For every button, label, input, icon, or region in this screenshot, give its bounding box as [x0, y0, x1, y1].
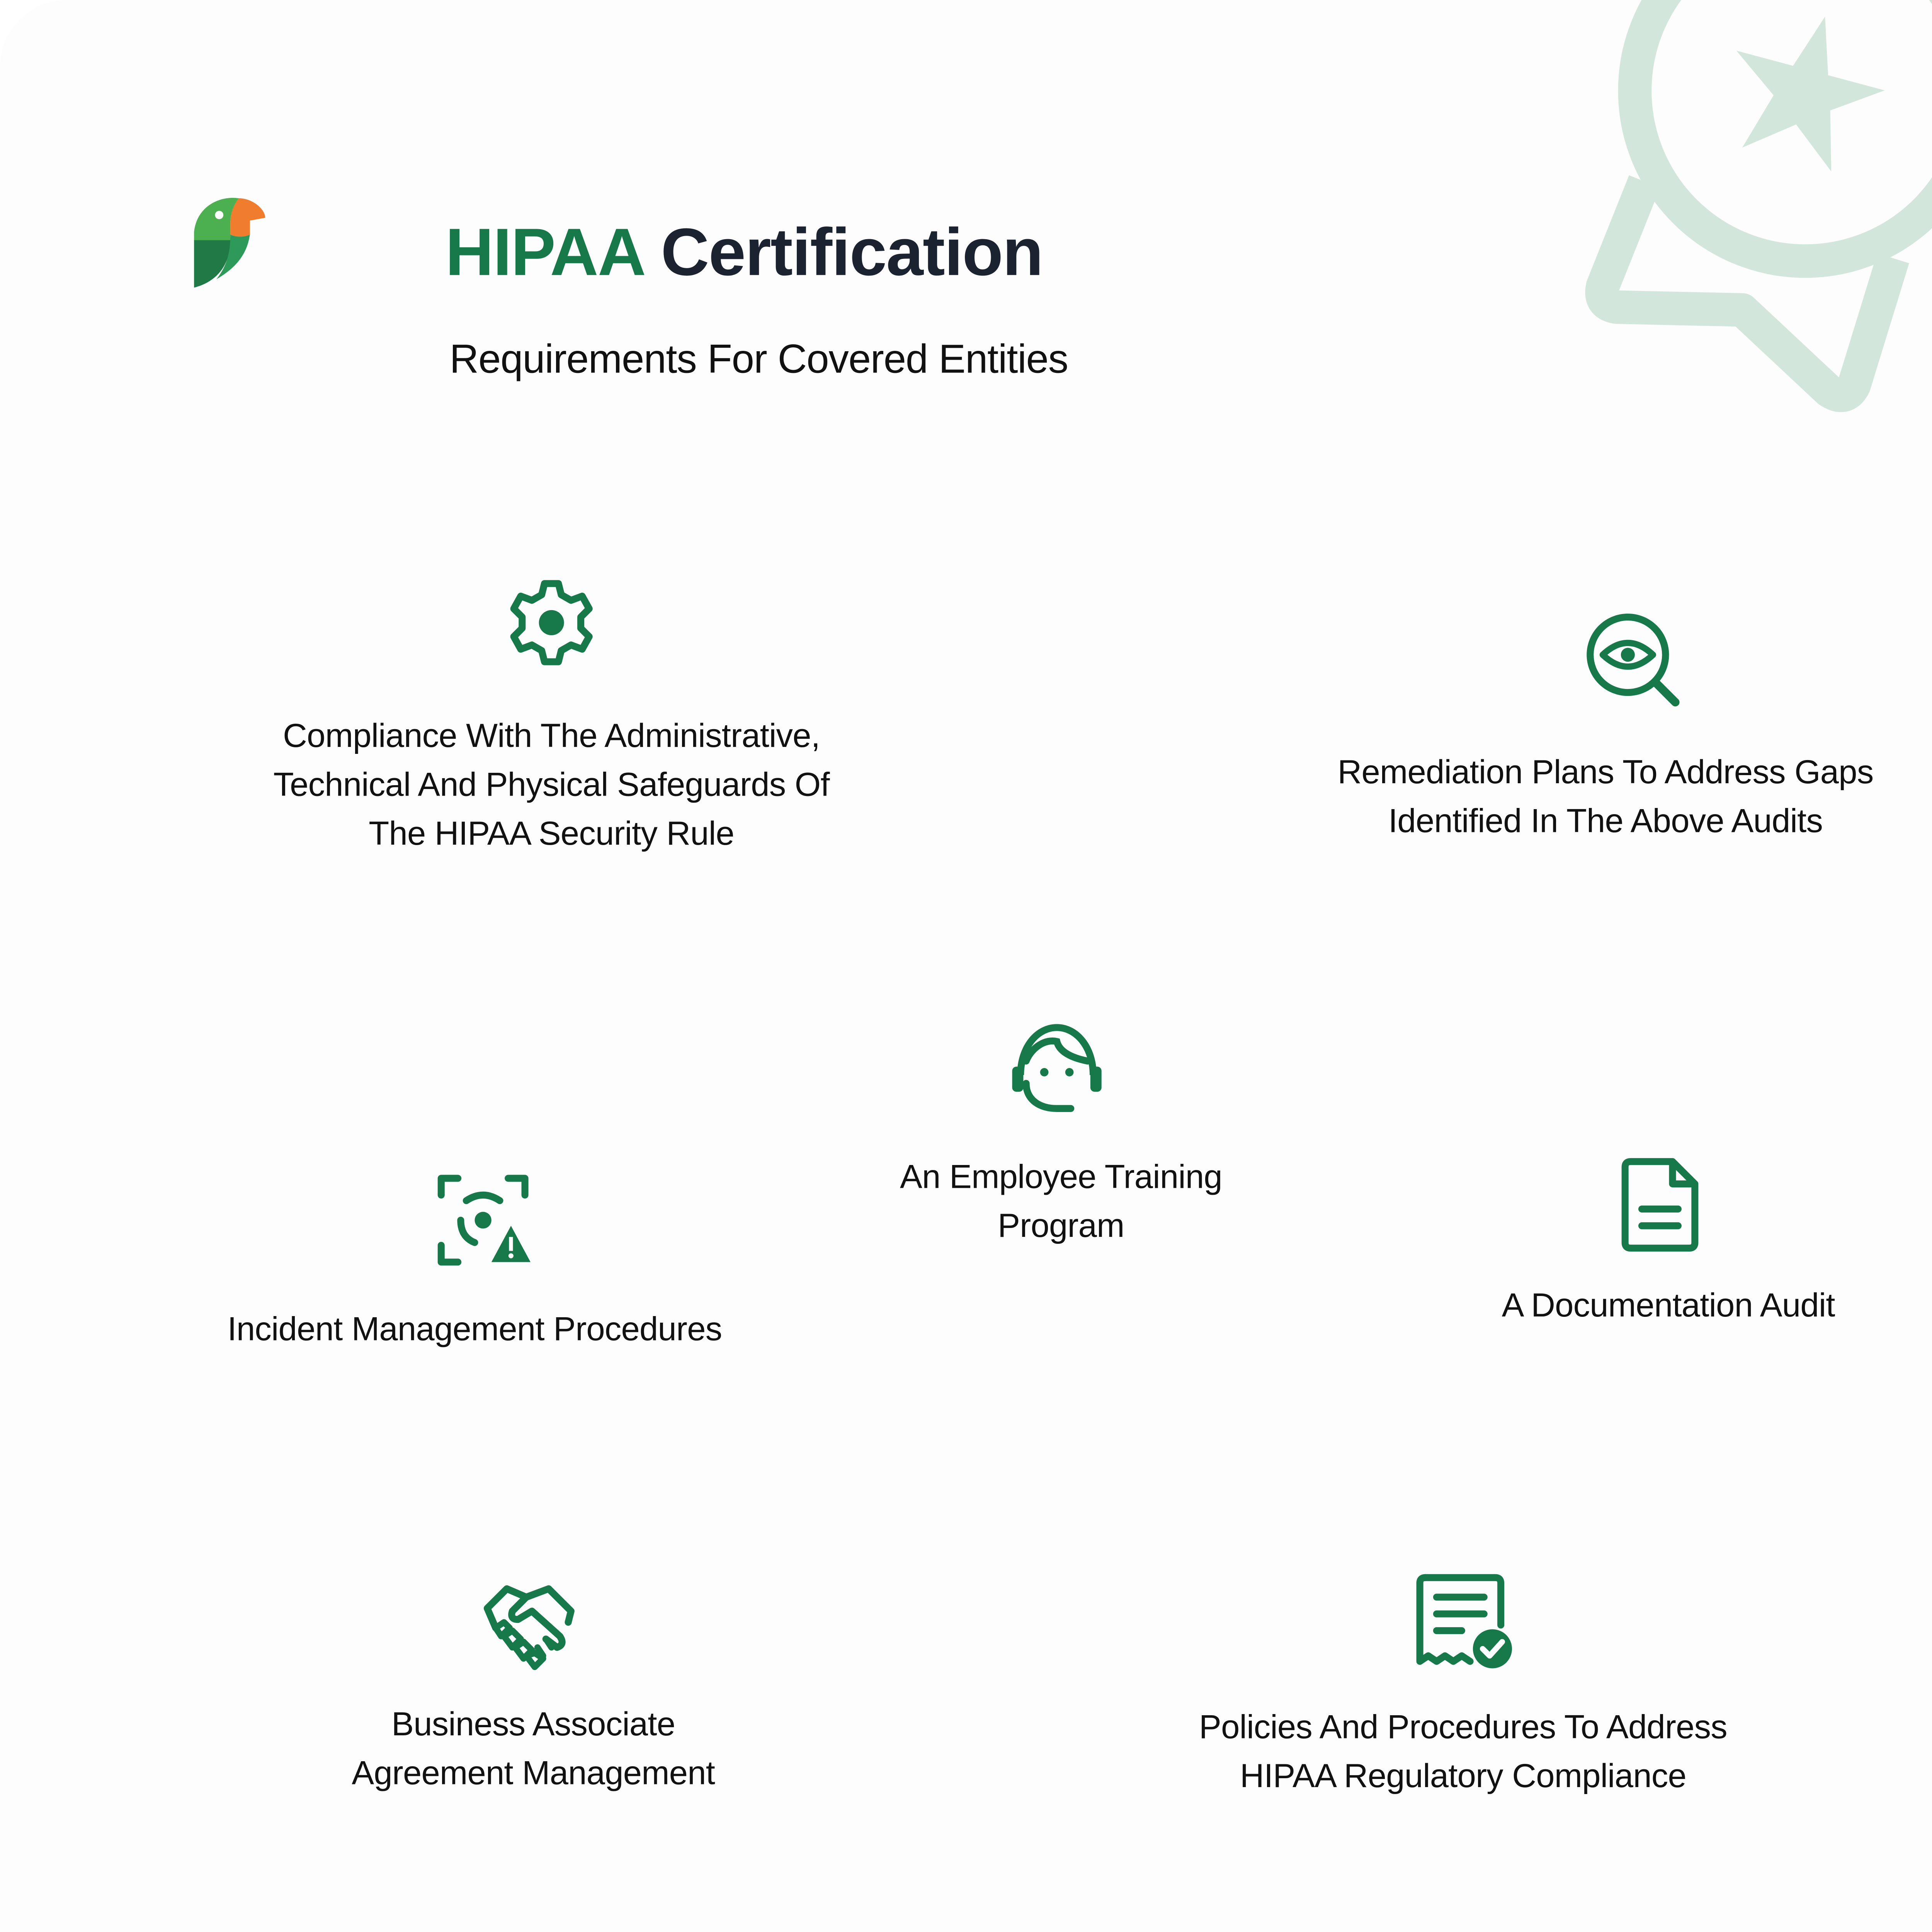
gear-icon: [501, 572, 602, 673]
eye-search-icon: [1583, 609, 1684, 709]
support-agent-icon: [1007, 1019, 1107, 1120]
policy-check-icon: [1414, 1572, 1515, 1672]
item-text-safeguards: Compliance With The Administrative, Technical And Physical Safeguards Of The HIPAA Security Rule: [273, 718, 830, 853]
item-text-documentation: A Documentation Audit: [1502, 1287, 1835, 1325]
title-rest: Certification: [661, 216, 1043, 291]
item-text-business-associate: Business Associate Agreement Management: [352, 1706, 715, 1793]
page-subtitle: Requirements For Covered Entities: [449, 338, 1068, 383]
title-highlight: HIPAA: [445, 216, 643, 291]
item-text-incident: Incident Management Procedures: [227, 1311, 722, 1349]
item-text-remediation: Remediation Plans To Address Gaps Identified In The Above Audits: [1337, 754, 1874, 841]
parakeet-logo: [189, 193, 270, 293]
handshake-icon: [479, 1575, 579, 1675]
item-text-policies: Policies And Procedures To Address HIPAA Regulatory Compliance: [1199, 1709, 1727, 1796]
award-badge-icon: [1578, 0, 1932, 419]
document-icon: [1611, 1153, 1712, 1253]
incident-scan-icon: [433, 1170, 533, 1270]
page-title: [446, 218, 1043, 292]
item-text-training: An Employee Training Program: [900, 1158, 1222, 1245]
